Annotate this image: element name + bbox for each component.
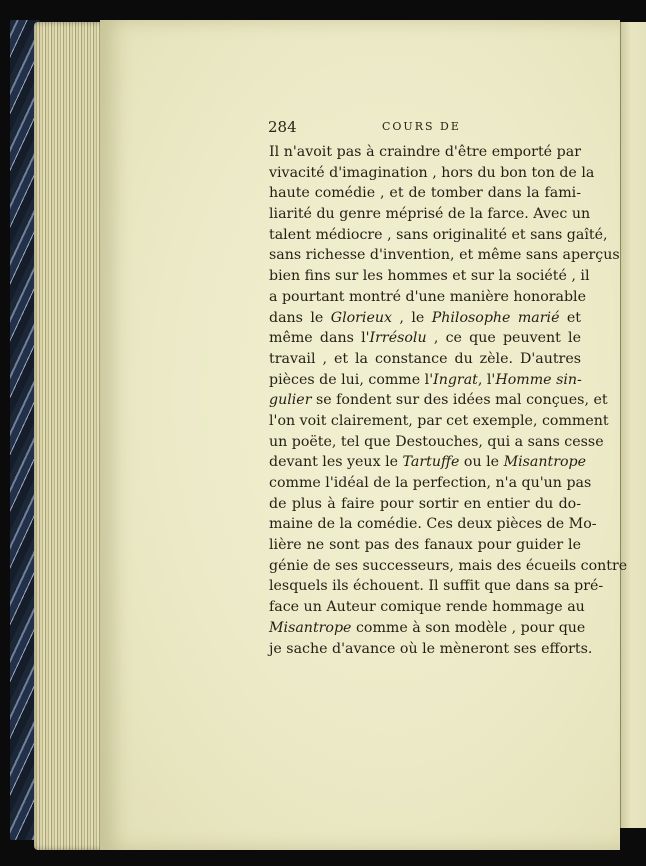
text-run: travail , et la constance du zèle. D'autres xyxy=(269,350,581,367)
text-run: haute comédie , et de tomber dans la fami- xyxy=(269,185,581,202)
text-run: lesquels ils échouent. Il suffit que dans sa pré- xyxy=(269,578,604,595)
text-line xyxy=(269,266,590,287)
text-line xyxy=(269,494,581,515)
text-run: talent médiocre , sans originalité et sans gaîté, xyxy=(269,226,608,243)
page-number: 284 xyxy=(268,118,297,136)
text-line xyxy=(269,390,608,411)
text-run: se fondent sur des idées mal conçues, et xyxy=(311,392,608,409)
text-run: et xyxy=(559,309,581,326)
facing-page-edge xyxy=(620,22,646,828)
text-run: je sache d'avance où le mèneront ses efforts. xyxy=(269,640,593,657)
italic-title: Tartuffe xyxy=(402,454,460,471)
italic-title: Homme sin- xyxy=(495,371,582,388)
text-line xyxy=(269,473,592,494)
italic-title: Misantrope xyxy=(503,454,587,471)
text-line xyxy=(269,245,620,266)
text-run: , ce que peuvent le xyxy=(426,330,581,347)
text-line xyxy=(269,204,591,225)
text-run: même dans l' xyxy=(269,330,370,347)
text-line xyxy=(269,432,604,453)
text-line xyxy=(269,514,597,535)
text-run: de plus à faire pour sortir en entier du do- xyxy=(269,495,581,512)
text-run: bien fins sur les hommes et sur la société , il xyxy=(269,268,590,285)
text-line xyxy=(269,183,581,204)
italic-title: gulier xyxy=(269,392,312,409)
text-run: comme l'idéal de la perfection, n'a qu'un pas xyxy=(269,475,592,491)
italic-title: Misantrope xyxy=(269,619,352,636)
text-run: comme à son modèle , pour que xyxy=(351,619,586,636)
text-run: , le xyxy=(392,309,432,326)
text-run: lière ne sont pas des fanaux pour guider le xyxy=(269,537,581,554)
text-line xyxy=(269,597,585,618)
text-run: dans le xyxy=(269,309,331,326)
text-line xyxy=(269,370,581,391)
text-line xyxy=(269,452,587,473)
italic-title: Philosophe marié xyxy=(431,309,560,326)
running-head xyxy=(268,118,588,140)
text-run: Il n'avoit pas à craindre d'être emporté par xyxy=(269,144,581,160)
text-run: un poëte, tel que Destouches, qui a sans cesse xyxy=(269,433,604,450)
text-run: sans richesse d'invention, et même sans aperçus xyxy=(269,247,620,264)
text-line xyxy=(269,618,586,639)
italic-title: Ingrat xyxy=(433,371,478,388)
text-run: ou le xyxy=(459,454,504,471)
text-line xyxy=(269,349,581,370)
text-run: , l' xyxy=(477,371,496,388)
text-run: pièces de lui, comme l' xyxy=(269,371,434,388)
italic-title: Glorieux xyxy=(330,309,393,326)
running-title: COURS DE xyxy=(382,120,461,133)
text-run: vivacité d'imagination , hors du bon ton de la xyxy=(269,164,595,181)
text-run: maine de la comédie. Ces deux pièces de Mo- xyxy=(269,516,597,533)
text-line xyxy=(269,225,608,246)
text-line xyxy=(269,163,595,184)
text-run: liarité du genre méprisé de la farce. Avec un xyxy=(269,206,591,223)
text-line xyxy=(269,328,581,349)
text-line xyxy=(269,556,628,577)
text-run: a pourtant montré d'une manière honorable xyxy=(269,288,586,305)
text-line xyxy=(269,308,581,329)
text-line xyxy=(269,576,604,597)
text-line xyxy=(269,142,581,163)
text-line xyxy=(269,411,609,432)
text-run: l'on voit clairement, par cet exemple, comment xyxy=(269,412,609,429)
text-line xyxy=(269,639,593,660)
text-line xyxy=(269,287,586,308)
body-text xyxy=(269,142,628,659)
text-run: devant les yeux le xyxy=(269,454,403,471)
text-run: face un Auteur comique rende hommage au xyxy=(269,599,585,616)
italic-title: Irrésolu xyxy=(369,330,427,347)
text-line xyxy=(269,535,581,556)
text-run: génie de ses successeurs, mais des écueils contre xyxy=(269,557,628,574)
